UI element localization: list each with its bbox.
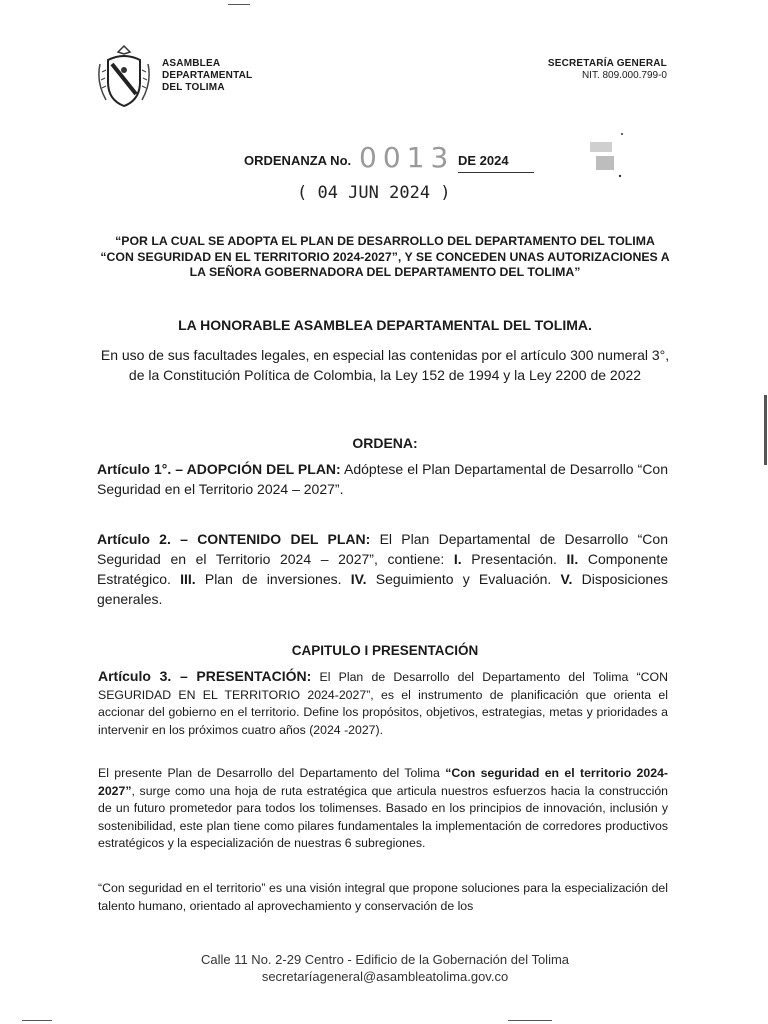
- item-v-text: Disposiciones generales.: [97, 571, 668, 607]
- para4-after: , surge como una hoja de ruta estratégica que articula nuestros esfuerzos hacia la construcción de un futuro prometedor para todos los tolimenses. Basado en los principios de innovación, inclusión y sostenibilidad, este plan tiene como pilares fundamentales la implementación de corredores productivos estratégicos y la especialización de nuestras 6 subregiones.: [98, 783, 668, 851]
- article-2-text: El Plan Departamental de Desarrollo “Con Seguridad en el Territorio 2024 – 2027”, contiene:: [97, 531, 668, 567]
- item-iii-text: Plan de inversiones.: [195, 571, 351, 587]
- article-3: [98, 668, 668, 739]
- article-3-heading: Artículo 3. – PRESENTACIÓN:: [98, 668, 312, 684]
- article-1: [97, 459, 668, 499]
- article-2-heading: Artículo 2. – CONTENIDO DEL PLAN:: [97, 531, 371, 547]
- seal-stamp-mark: [586, 130, 626, 180]
- org-line-3: DEL TOLIMA: [162, 82, 225, 93]
- ordinance-year: DE 2024: [458, 153, 509, 168]
- item-i-text: Presentación.: [461, 551, 567, 567]
- scan-edge-mark: [764, 395, 767, 465]
- assembly-heading: LA HONORABLE ASAMBLEA DEPARTAMENTAL DEL TOLIMA.: [178, 317, 592, 333]
- roman-v: V.: [560, 571, 573, 587]
- nit-number: NIT. 809.000.799-0: [581, 70, 667, 81]
- footer-address: [100, 951, 670, 985]
- secretaria-block: [548, 58, 667, 82]
- para4-before: El presente Plan de Desarrollo del Departamento del Tolima: [98, 766, 446, 780]
- organization-name: [162, 58, 252, 94]
- department-crest-logo: [94, 42, 154, 112]
- scan-mark-bottom: [22, 1020, 52, 1021]
- footer-address-line: Calle 11 No. 2-29 Centro - Edificio de la Gobernación del Tolima: [200, 952, 570, 967]
- scan-mark: [228, 4, 250, 5]
- roman-i: I.: [453, 551, 462, 567]
- underline-divider: [458, 172, 534, 173]
- ordinance-date-stamp: ( 04 JUN 2024 ): [297, 183, 451, 203]
- item-iv-text: Seguimiento y Evaluación.: [366, 571, 561, 587]
- scan-mark-bottom-right: [508, 1020, 552, 1021]
- ordinance-title: “POR LA CUAL SE ADOPTA EL PLAN DE DESARROLLO DEL DEPARTAMENTO DEL TOLIMA “CON SEGURIDAD EN EL TERRITORIO 2024-2027”, Y SE CONCEDEN UNAS AUTORIZACIONES A LA SEÑORA GOBERNADORA DEL DEPARTAMENTO DEL TOLIMA”: [100, 234, 670, 279]
- paragraph-plan-description: [98, 765, 668, 853]
- article-1-heading: Artículo 1°. – ADOPCIÓN DEL PLAN:: [97, 461, 341, 477]
- item-ii-text: Componente Estratégico.: [97, 551, 669, 587]
- ordinance-number-stamp: 0013: [359, 141, 455, 174]
- ordena-heading: ORDENA:: [352, 435, 418, 451]
- paragraph-vision: “Con seguridad en el territorio” es una visión integral que propone soluciones para la especialización del talento humano, orientado al aprovechamiento y conservación de los: [98, 881, 668, 913]
- org-line-1: ASAMBLEA: [162, 58, 221, 69]
- article-3-text: El Plan de Desarrollo del Departamento del Tolima “CON SEGURIDAD EN EL TERRITORIO 2024-2027”, es el instrumento de planificación que orienta el accionar del gobierno en el territorio. Define los propósitos, objetivos, estrategias, metas y prioridades a intervenir en los próximos cuatro años (2024 -2027).: [98, 670, 668, 737]
- org-line-2: DEPARTAMENTAL: [162, 70, 253, 81]
- article-2: [97, 529, 668, 609]
- secretaria-title: SECRETARÍA GENERAL: [547, 58, 667, 69]
- para4-bold: “Con seguridad en el territorio 2024-2027”: [98, 766, 668, 798]
- chapter-heading: CAPITULO I PRESENTACIÓN: [291, 643, 479, 658]
- ordinance-label: ORDENANZA No.: [244, 153, 352, 168]
- footer-email: secretaríageneral@asambleatolima.gov.co: [261, 969, 509, 984]
- roman-ii: II.: [566, 551, 579, 567]
- article-1-text: Adóptese el Plan Departamental de Desarrollo “Con Seguridad en el Territorio 2024 – 2027”.: [97, 461, 668, 497]
- roman-iii: III.: [180, 571, 196, 587]
- legal-basis-text: En uso de sus facultades legales, en especial las contenidas por el artículo 300 numeral 3°, de la Constitución Política de Colombia, la Ley 152 de 1994 y la Ley 2200 de 2022: [100, 347, 670, 383]
- roman-iv: IV.: [350, 571, 367, 587]
